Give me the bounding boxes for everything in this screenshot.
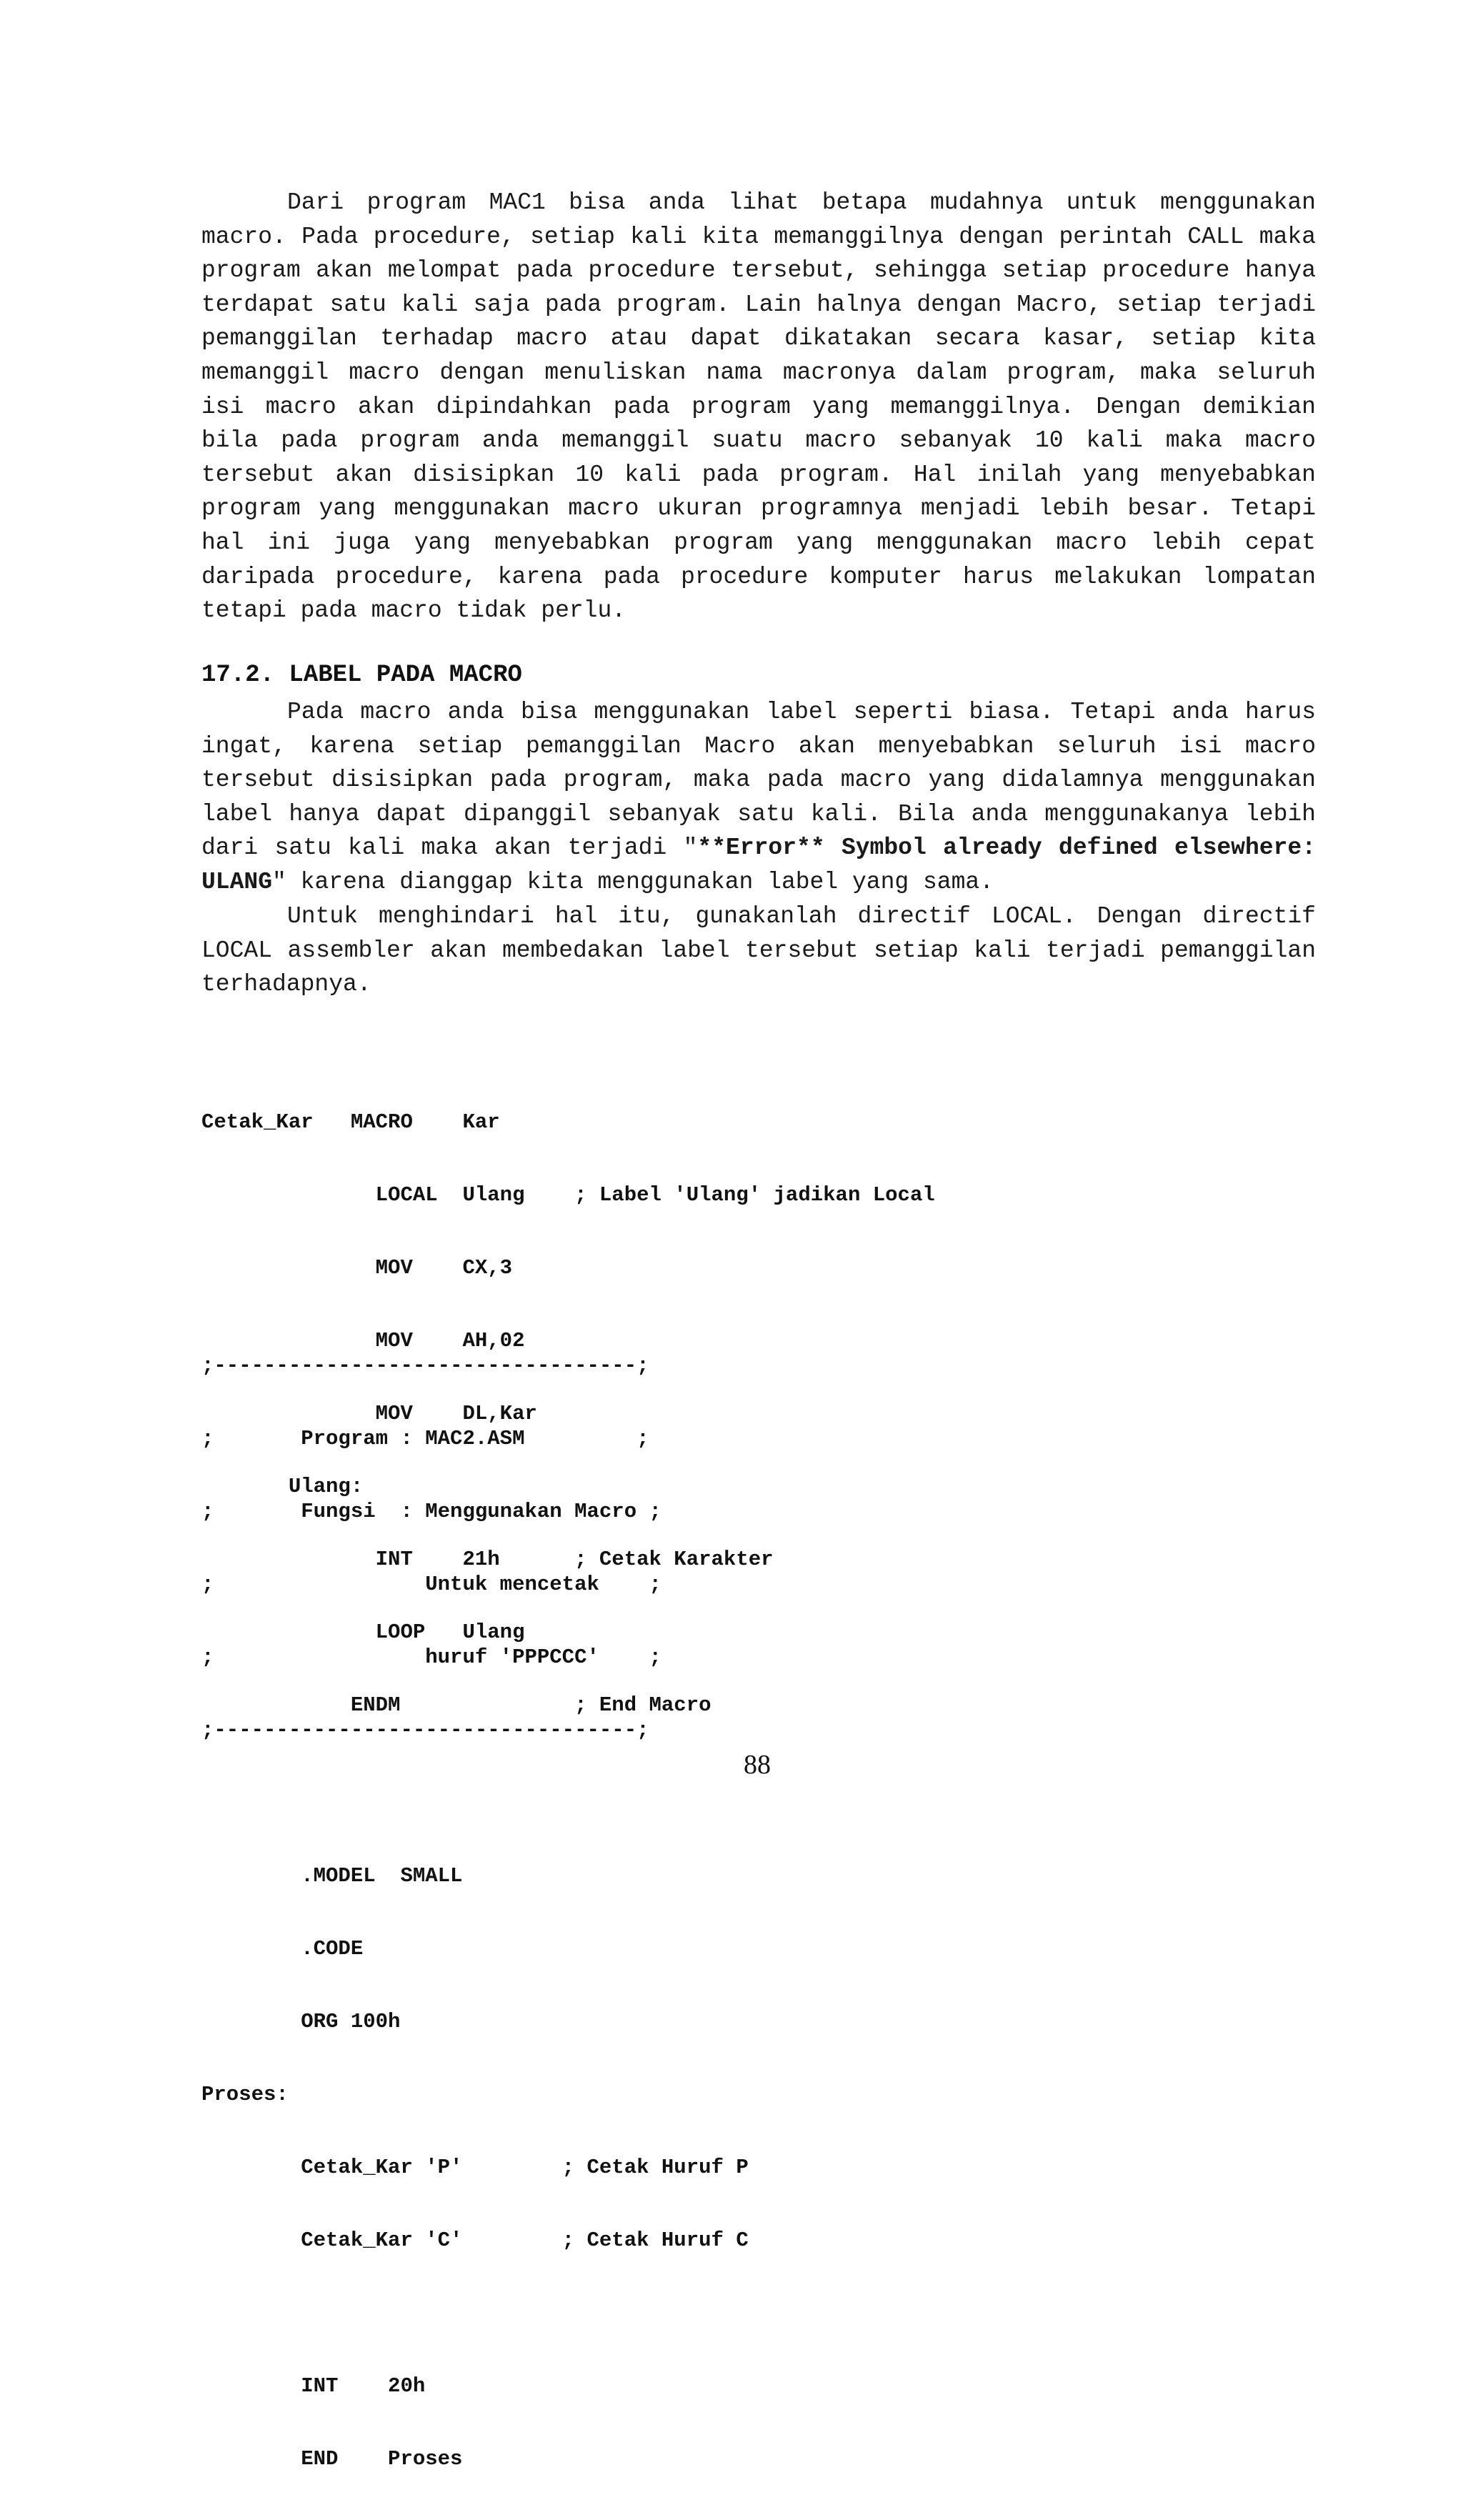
code-line: LOOP Ulang	[201, 1620, 525, 1644]
code-block-program	[201, 1305, 749, 2520]
error-message-text: **Error** Symbol already defined elsewhere:	[697, 835, 1317, 862]
text-line: tersebut akan disisipkan 10 kali pada program. Hal inilah yang menyebabkan	[201, 461, 1316, 488]
text-line: macro. Pada procedure, setiap kali kita memanggilnya dengan perintah CALL maka	[201, 223, 1316, 250]
code-line: ; Program : MAC2.ASM ;	[201, 1427, 649, 1450]
code-line: ; Fungsi : Menggunakan Macro ;	[201, 1500, 661, 1523]
text-line: terhadapnya.	[201, 971, 371, 998]
paragraph-local-directive	[201, 900, 1316, 1002]
text-line: program yang menggunakan macro ukuran programnya menjadi lebih besar. Tetapi	[201, 495, 1316, 522]
code-line: .MODEL SMALL	[201, 1864, 463, 1888]
code-line: INT 21h ; Cetak Karakter	[201, 1548, 774, 1571]
code-line: MOV DL,Kar	[201, 1402, 537, 1425]
text-line: memanggil macro dengan menuliskan nama macronya dalam program, maka seluruh	[201, 359, 1316, 386]
code-line	[201, 1791, 749, 1816]
section-heading: 17.2. LABEL PADA MACRO	[201, 662, 522, 689]
code-line: ; Untuk mencetak ;	[201, 1573, 661, 1596]
code-line: ;----------------------------------;	[201, 1718, 649, 1742]
code-line: Cetak_Kar 'C' ; Cetak Huruf C	[201, 2228, 749, 2252]
text-line	[201, 831, 1316, 865]
text-line: isi macro akan dipindahkan pada program yang memanggilnya. Dengan demikian	[201, 393, 1316, 420]
text-line: Pada macro anda bisa menggunakan label seperti biasa. Tetapi anda harus	[287, 699, 1316, 725]
code-line: ENDM ; End Macro	[201, 1693, 711, 1717]
code-line: ;----------------------------------;	[201, 1354, 649, 1378]
code-line: MOV CX,3	[201, 1256, 513, 1280]
page-number: 88	[744, 1750, 771, 1780]
code-line: LOCAL Ulang ; Label 'Ulang' jadikan Local	[201, 1183, 935, 1207]
text-line: daripada procedure, karena pada procedure komputer harus melakukan lompatan	[201, 563, 1316, 590]
text-line: Dari program MAC1 bisa anda lihat betapa mudahnya untuk menggunakan	[287, 189, 1316, 216]
code-line	[201, 2301, 749, 2326]
text-line: terdapat satu kali saja pada program. Lain halnya dengan Macro, setiap terjadi	[201, 291, 1316, 318]
code-line: Cetak_Kar MACRO Kar	[201, 1110, 500, 1134]
text-run: " karena dianggap kita menggunakan label yang sama.	[272, 868, 994, 895]
code-line: MOV AH,02	[201, 1329, 525, 1353]
code-line: INT 20h	[201, 2374, 426, 2398]
code-line: Ulang:	[201, 1475, 364, 1498]
text-line: tetapi pada macro tidak perlu.	[201, 597, 626, 624]
code-line: .CODE	[201, 1937, 364, 1961]
text-line: bila pada program anda memanggil suatu macro sebanyak 10 kali maka macro	[201, 427, 1316, 454]
paragraph-label-macro	[201, 695, 1316, 900]
code-line: Proses:	[201, 2083, 289, 2106]
code-line: END Proses	[201, 2447, 463, 2471]
code-line: ; huruf 'PPPCCC' ;	[201, 1645, 661, 1669]
text-line: hal ini juga yang menyebabkan program yang menggunakan macro lebih cepat	[201, 529, 1316, 556]
code-line: ORG 100h	[201, 2010, 401, 2033]
text-line: label hanya dapat dipanggil sebanyak satu kali. Bila anda menggunakanya lebih	[201, 800, 1316, 827]
paragraph-mac1-explanation	[201, 186, 1316, 628]
text-line: tersebut disisipkan pada program, maka pada macro yang didalamnya menggunakan	[201, 767, 1316, 794]
text-line: Untuk menghindari hal itu, gunakanlah directif LOCAL. Dengan directif	[287, 903, 1316, 930]
code-line: Cetak_Kar 'P' ; Cetak Huruf P	[201, 2156, 749, 2179]
error-message-text: ULANG	[201, 868, 273, 895]
text-line: pemanggilan terhadap macro atau dapat dikatakan secara kasar, setiap kita	[201, 325, 1316, 352]
text-line: program akan melompat pada procedure tersebut, sehingga setiap procedure hanya	[201, 257, 1316, 284]
text-line	[201, 865, 1316, 900]
text-line: ingat, karena setiap pemanggilan Macro akan menyebabkan seluruh isi macro	[201, 732, 1316, 760]
text-run: dari satu kali maka akan terjadi "	[201, 835, 698, 862]
text-line: LOCAL assembler akan membedakan label tersebut setiap kali terjadi pemanggilan	[201, 937, 1316, 964]
